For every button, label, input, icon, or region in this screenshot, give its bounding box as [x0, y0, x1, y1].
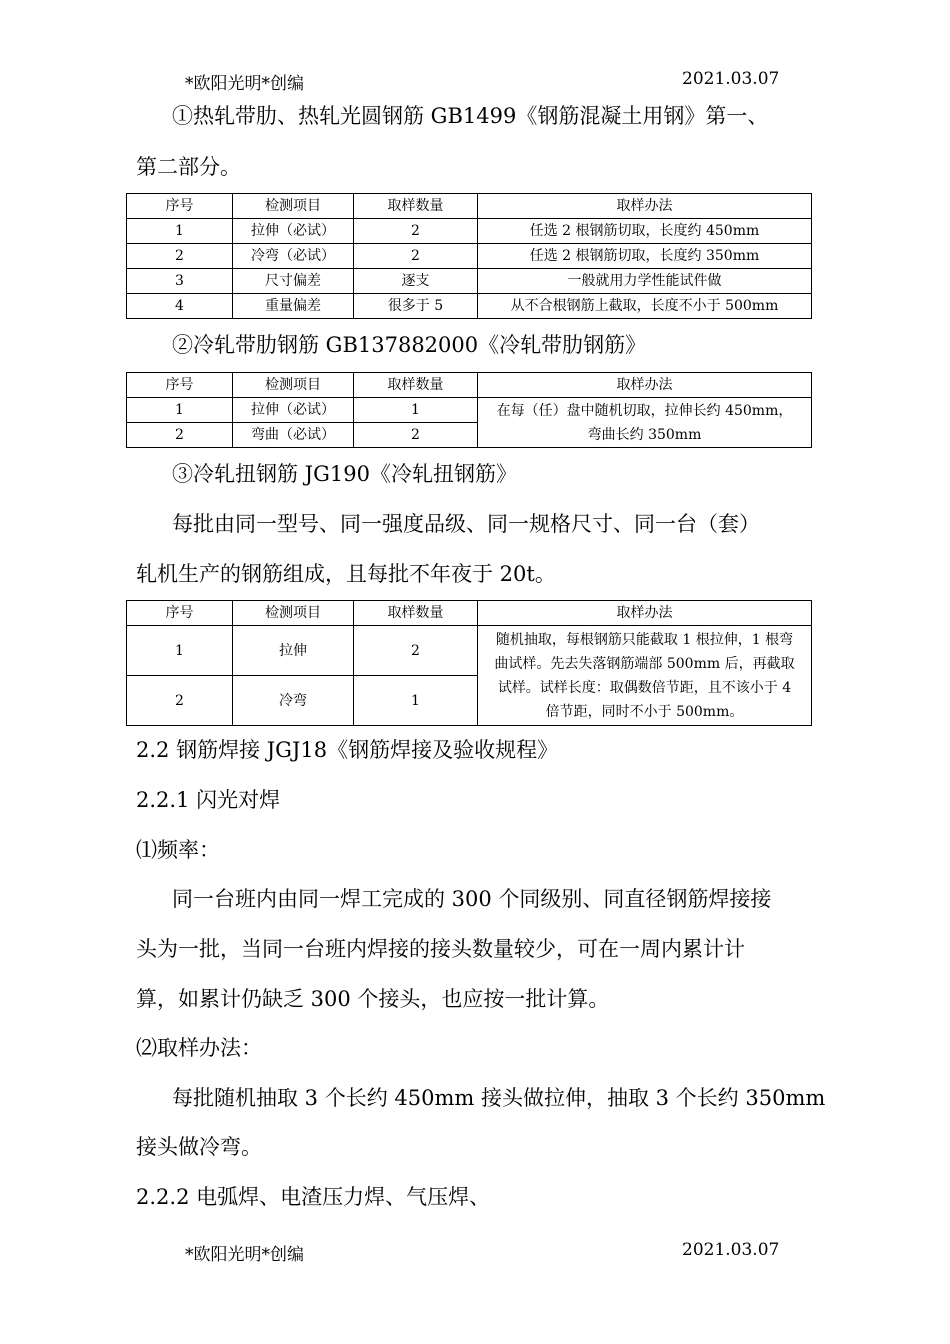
table-header-cell: 取样办法: [478, 194, 812, 219]
table-cell: 逐支: [354, 269, 478, 294]
freq-line1: 同一台班内由同一焊工完成的 300 个同级别、同直径钢筋焊接接: [172, 887, 772, 911]
section2-table: [126, 372, 812, 448]
table-cell: 拉伸（必试）: [233, 398, 354, 423]
table-cell: 4: [127, 294, 233, 319]
table-cell: 任选 2 根钢筋切取，长度约 350mm: [478, 244, 812, 269]
table-header-cell: 序号: [127, 601, 233, 626]
table-header-row: [127, 194, 812, 219]
section1-title-line1: ①热轧带肋、热轧光圆钢筋 GB1499《钢筋混凝土用钢》第一、: [172, 104, 769, 128]
table-cell: 很多于 5: [354, 294, 478, 319]
table-cell: 1: [127, 398, 233, 423]
footer-date: 2021.03.07: [682, 1240, 780, 1260]
method-line: 曲试样。先去失落钢筋端部 500mm 后，再截取: [494, 655, 795, 672]
table-row: [127, 398, 812, 423]
table-header-row: [127, 373, 812, 398]
table-header-cell: 检测项目: [233, 601, 354, 626]
table-cell: 从不合根钢筋上截取，长度不小于 500mm: [478, 294, 812, 319]
method-line2: 接头做冷弯。: [136, 1135, 262, 1159]
section1-table: [126, 193, 812, 319]
table-header-cell: 取样数量: [354, 194, 478, 219]
table-cell: 1: [127, 626, 233, 676]
table-row: [127, 244, 812, 269]
table-header-row: [127, 601, 812, 626]
table-row: [127, 219, 812, 244]
table-header-cell: 检测项目: [233, 194, 354, 219]
section3-para-line1: 每批由同一型号、同一强度品级、同一规格尺寸、同一台（套）: [172, 512, 760, 536]
table-row: [127, 626, 812, 676]
method-line1: 每批随机抽取 3 个长约 450mm 接头做拉伸，抽取 3 个长约 350mm: [172, 1086, 826, 1110]
table-header-cell: 取样数量: [354, 601, 478, 626]
footer-author: *欧阳光明*创编: [185, 1245, 304, 1265]
freq-line3: 算，如累计仍缺乏 300 个接头，也应按一批计算。: [136, 987, 610, 1011]
table-header-cell: 序号: [127, 373, 233, 398]
section3-table: [126, 600, 812, 726]
table-cell: 一般就用力学性能试件做: [478, 269, 812, 294]
header-date: 2021.03.07: [682, 69, 780, 89]
freq-label: ⑴频率：: [136, 838, 220, 862]
table-header-cell: 取样办法: [478, 373, 812, 398]
table-cell: 3: [127, 269, 233, 294]
section3-title: ③冷轧扭钢筋 JG190《冷轧扭钢筋》: [172, 462, 517, 486]
method-line: 倍节距，同时不小于 500mm。: [545, 703, 744, 720]
table-row: [127, 294, 812, 319]
method-line: 在每（任）盘中随机切取，拉伸长约 450mm，: [496, 402, 793, 419]
heading-2-2-2: 2.2.2 电弧焊、电渣压力焊、气压焊、: [136, 1185, 491, 1209]
table-cell: 冷弯（必试）: [233, 244, 354, 269]
table-cell: 2: [354, 219, 478, 244]
table-cell: 1: [127, 219, 233, 244]
method-line: 试样。试样长度：取偶数倍节距，且不该小于 4: [497, 679, 792, 696]
table-cell: 2: [354, 423, 478, 448]
section3-para-line2: 轧机生产的钢筋组成，且每批不年夜于 20t。: [136, 562, 556, 586]
freq-line2: 头为一批，当同一台班内焊接的接头数量较少，可在一周内累计计: [136, 937, 745, 961]
table-cell: 1: [354, 398, 478, 423]
section1-title-line2: 第二部分。: [136, 155, 241, 179]
table-cell-method: [478, 626, 812, 726]
table-cell: 2: [127, 423, 233, 448]
method-label: ⑵取样办法：: [136, 1036, 262, 1060]
table-cell: 2: [354, 244, 478, 269]
table-cell: 重量偏差: [233, 294, 354, 319]
section2-title: ②冷轧带肋钢筋 GB137882000《冷轧带肋钢筋》: [172, 333, 647, 357]
table-header-cell: 检测项目: [233, 373, 354, 398]
table-cell: 尺寸偏差: [233, 269, 354, 294]
table-cell: 弯曲（必试）: [233, 423, 354, 448]
table-row: [127, 269, 812, 294]
method-line: 随机抽取，每根钢筋只能截取 1 根拉伸，1 根弯: [495, 631, 794, 648]
table-cell: 任选 2 根钢筋切取，长度约 450mm: [478, 219, 812, 244]
table-header-cell: 序号: [127, 194, 233, 219]
table-cell: 1: [354, 676, 478, 726]
table-cell: 冷弯: [233, 676, 354, 726]
header-author: *欧阳光明*创编: [185, 74, 304, 94]
method-line: 弯曲长约 350mm: [587, 426, 702, 443]
table-header-cell: 取样办法: [478, 601, 812, 626]
heading-2-2: 2.2 钢筋焊接 JGJ18《钢筋焊接及验收规程》: [136, 738, 559, 762]
table-header-cell: 取样数量: [354, 373, 478, 398]
table-cell: 拉伸: [233, 626, 354, 676]
table-cell: 2: [354, 626, 478, 676]
table-cell-method: [478, 398, 812, 448]
table-cell: 2: [127, 676, 233, 726]
heading-2-2-1: 2.2.1 闪光对焊: [136, 788, 281, 812]
table-cell: 2: [127, 244, 233, 269]
table-cell: 拉伸（必试）: [233, 219, 354, 244]
